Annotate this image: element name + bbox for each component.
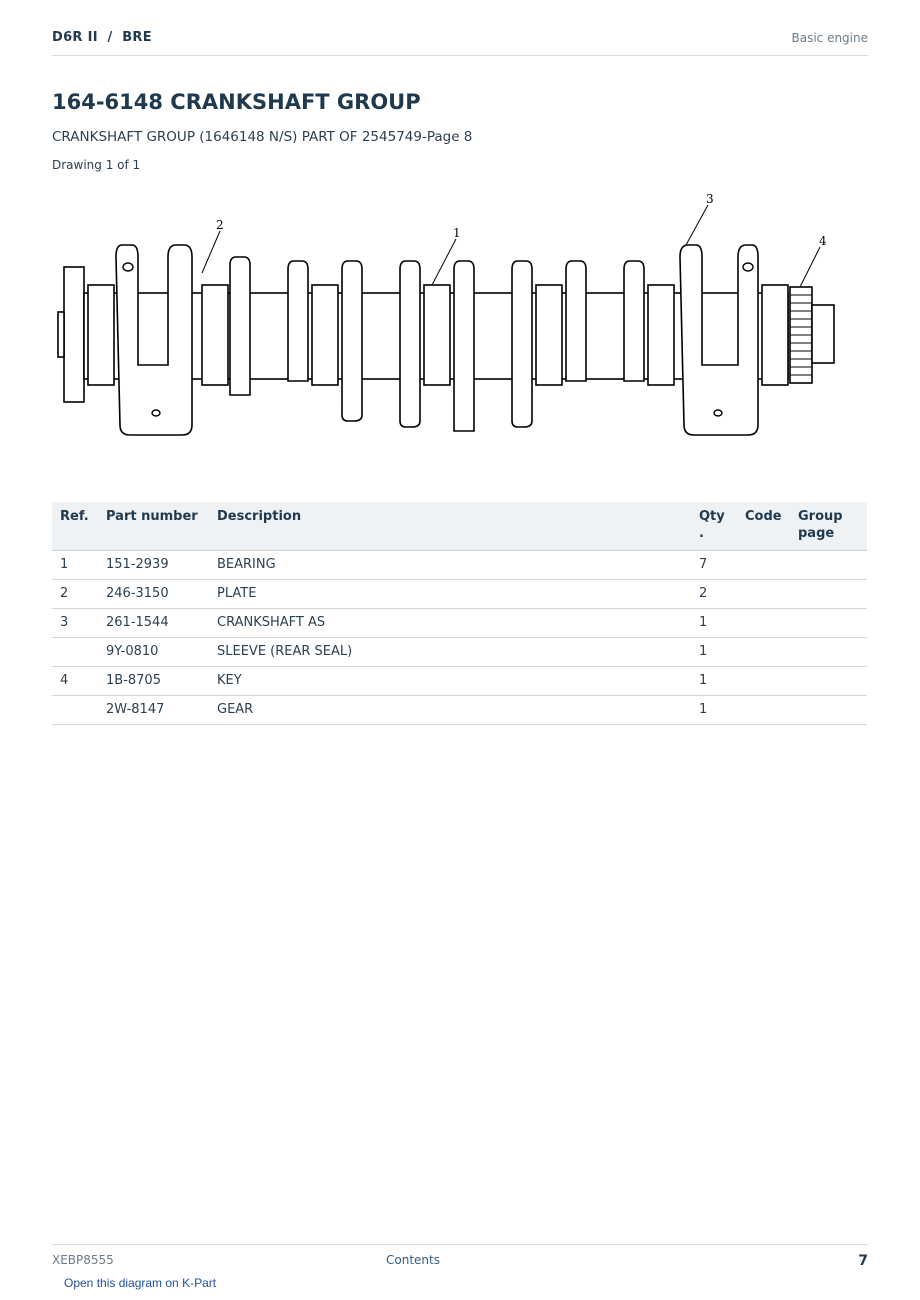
table-row <box>52 696 867 725</box>
table-row <box>52 638 867 667</box>
bearing-4 <box>424 285 450 385</box>
cell-part-number: 1B-8705 <box>98 667 209 696</box>
crank-web-2 <box>230 257 250 395</box>
cell-qty: 1 <box>691 696 737 725</box>
bearing-3 <box>312 285 338 385</box>
cell-group-page <box>790 696 867 725</box>
cell-ref: 4 <box>52 667 98 696</box>
section-name: Basic engine <box>791 31 868 45</box>
flange-hub <box>58 312 64 357</box>
table-header-row <box>52 502 867 551</box>
crank-web-9 <box>624 261 644 381</box>
callout-3: 3 <box>706 192 714 206</box>
table-row <box>52 667 867 696</box>
bearing-2 <box>202 285 228 385</box>
cell-code <box>737 609 790 638</box>
breadcrumb: D6R II / BRE <box>52 30 152 45</box>
bearing-6 <box>648 285 674 385</box>
callout-2: 2 <box>216 218 224 232</box>
cell-qty: 7 <box>691 551 737 580</box>
cell-code <box>737 638 790 667</box>
cell-qty: 1 <box>691 638 737 667</box>
cell-ref: 3 <box>52 609 98 638</box>
front-flange <box>64 267 84 402</box>
cell-ref <box>52 638 98 667</box>
table-row <box>52 609 867 638</box>
kpart-link[interactable]: Open this diagram on K-Part <box>64 1276 217 1290</box>
cell-group-page <box>790 638 867 667</box>
cell-code <box>737 580 790 609</box>
cell-ref: 2 <box>52 580 98 609</box>
document-id: XEBP8555 <box>52 1253 114 1267</box>
col-ref: Ref. <box>52 502 98 551</box>
crank-web-4 <box>342 261 362 421</box>
table-row <box>52 551 867 580</box>
cell-part-number: 246-3150 <box>98 580 209 609</box>
cell-group-page <box>790 580 867 609</box>
col-part-number: Part number <box>98 502 209 551</box>
bearing-7 <box>762 285 788 385</box>
bearing-5 <box>536 285 562 385</box>
cell-group-page <box>790 667 867 696</box>
col-code: Code <box>737 502 790 551</box>
page-footer <box>52 1244 868 1275</box>
table-row <box>52 580 867 609</box>
cell-part-number: 2W-8147 <box>98 696 209 725</box>
page-number: 7 <box>858 1253 868 1269</box>
cell-code <box>737 696 790 725</box>
cell-description: PLATE <box>209 580 691 609</box>
cell-qty: 1 <box>691 609 737 638</box>
cell-part-number: 151-2939 <box>98 551 209 580</box>
col-qty: Qty . <box>691 502 737 551</box>
page-subtitle: CRANKSHAFT GROUP (1646148 N/S) PART OF 2545749-Page 8 <box>52 129 473 145</box>
cell-description: SLEEVE (REAR SEAL) <box>209 638 691 667</box>
cell-ref <box>52 696 98 725</box>
cell-description: GEAR <box>209 696 691 725</box>
crank-web-7 <box>512 261 532 427</box>
cell-description: BEARING <box>209 551 691 580</box>
cell-part-number: 261-1544 <box>98 609 209 638</box>
cell-code <box>737 667 790 696</box>
parts-table <box>52 502 867 725</box>
rear-hub <box>812 305 834 363</box>
page-title: 164-6148 CRANKSHAFT GROUP <box>52 90 421 114</box>
crank-web-6 <box>454 261 474 431</box>
crankshaft-diagram <box>52 185 868 475</box>
cell-description: CRANKSHAFT AS <box>209 609 691 638</box>
cell-group-page <box>790 551 867 580</box>
callout-4: 4 <box>819 234 827 248</box>
cell-qty: 1 <box>691 667 737 696</box>
cell-description: KEY <box>209 667 691 696</box>
crank-web-5 <box>400 261 420 427</box>
col-description: Description <box>209 502 691 551</box>
cell-code <box>737 551 790 580</box>
crank-web-8 <box>566 261 586 381</box>
cell-part-number: 9Y-0810 <box>98 638 209 667</box>
cell-group-page <box>790 609 867 638</box>
cell-qty: 2 <box>691 580 737 609</box>
callout-1: 1 <box>453 226 461 240</box>
crank-web-3 <box>288 261 308 381</box>
contents-link[interactable]: Contents <box>386 1253 440 1267</box>
col-group-page: Group page <box>790 502 867 551</box>
drawing-label: Drawing 1 of 1 <box>52 158 141 172</box>
cell-ref: 1 <box>52 551 98 580</box>
bearing-1 <box>88 285 114 385</box>
page-header <box>52 28 868 56</box>
